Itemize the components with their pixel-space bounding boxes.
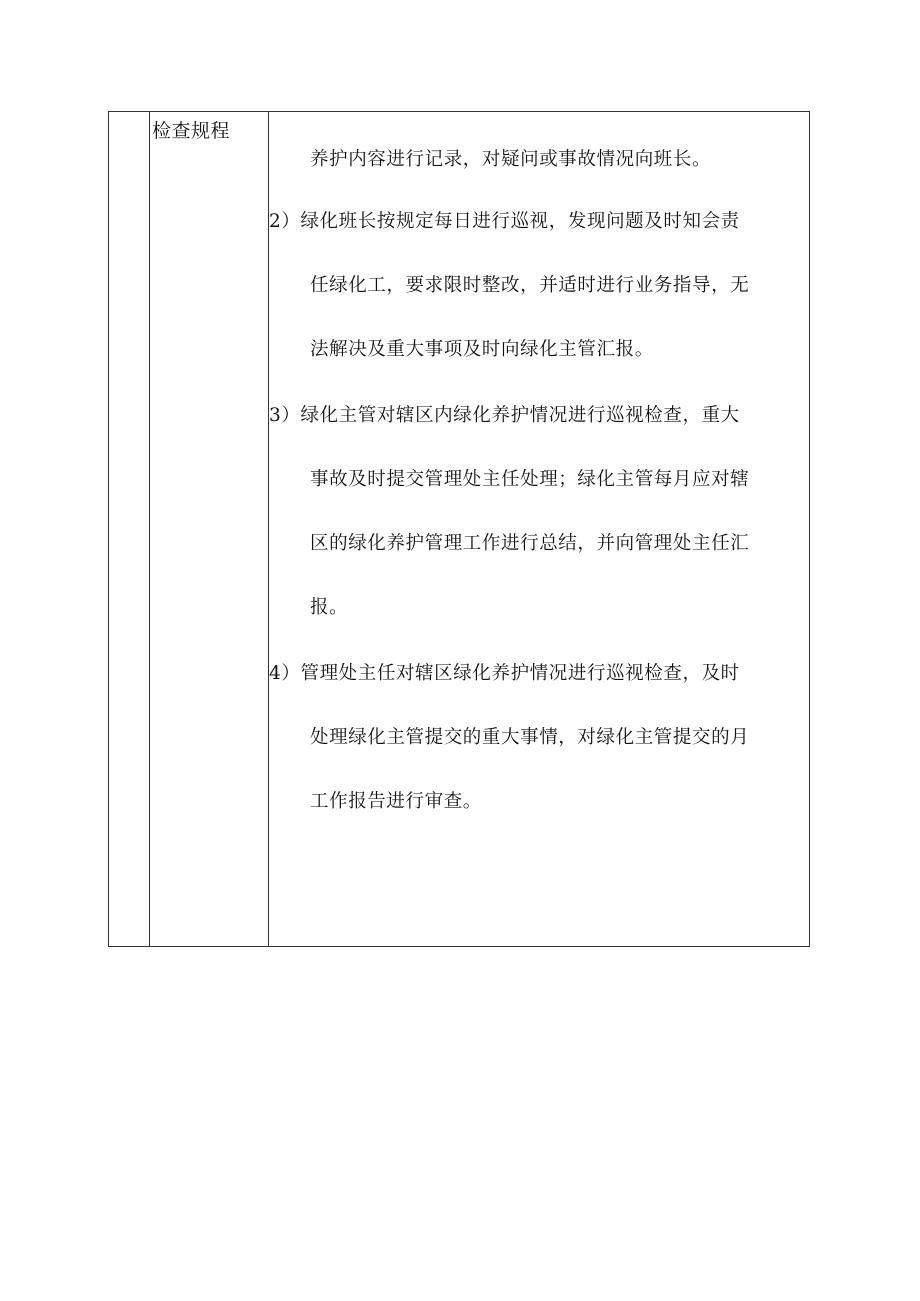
- content-line: 报。: [310, 597, 349, 618]
- content-line: 事故及时提交管理处主任处理；绿化主管每月应对辖: [310, 469, 750, 490]
- content-line: 处理绿化主管提交的重大事情，对绿化主管提交的月: [310, 727, 750, 748]
- list-item-4-line: 4）管理处主任对辖区绿化养护情况进行巡视检查，及时: [269, 663, 740, 684]
- list-item-3-line: 3）绿化主管对辖区内绿化养护情况进行巡视检查，重大: [269, 405, 740, 426]
- procedure-table: [108, 111, 810, 947]
- column-divider-1: [149, 112, 150, 946]
- content-line: 法解决及重大事项及时向绿化主管汇报。: [310, 339, 654, 360]
- content-line: 工作报告进行审查。: [310, 791, 482, 812]
- list-item-2-line: 2）绿化班长按规定每日进行巡视，发现问题及时知会责: [269, 211, 740, 232]
- content-cell: [269, 112, 809, 946]
- content-line: 养护内容进行记录，对疑问或事故情况向班长。: [310, 149, 712, 170]
- content-line: 任绿化工，要求限时整改，并适时进行业务指导，无: [310, 275, 750, 296]
- section-label: 检查规程: [152, 120, 231, 142]
- content-line: 区的绿化养护管理工作进行总结，并向管理处主任汇: [310, 533, 750, 554]
